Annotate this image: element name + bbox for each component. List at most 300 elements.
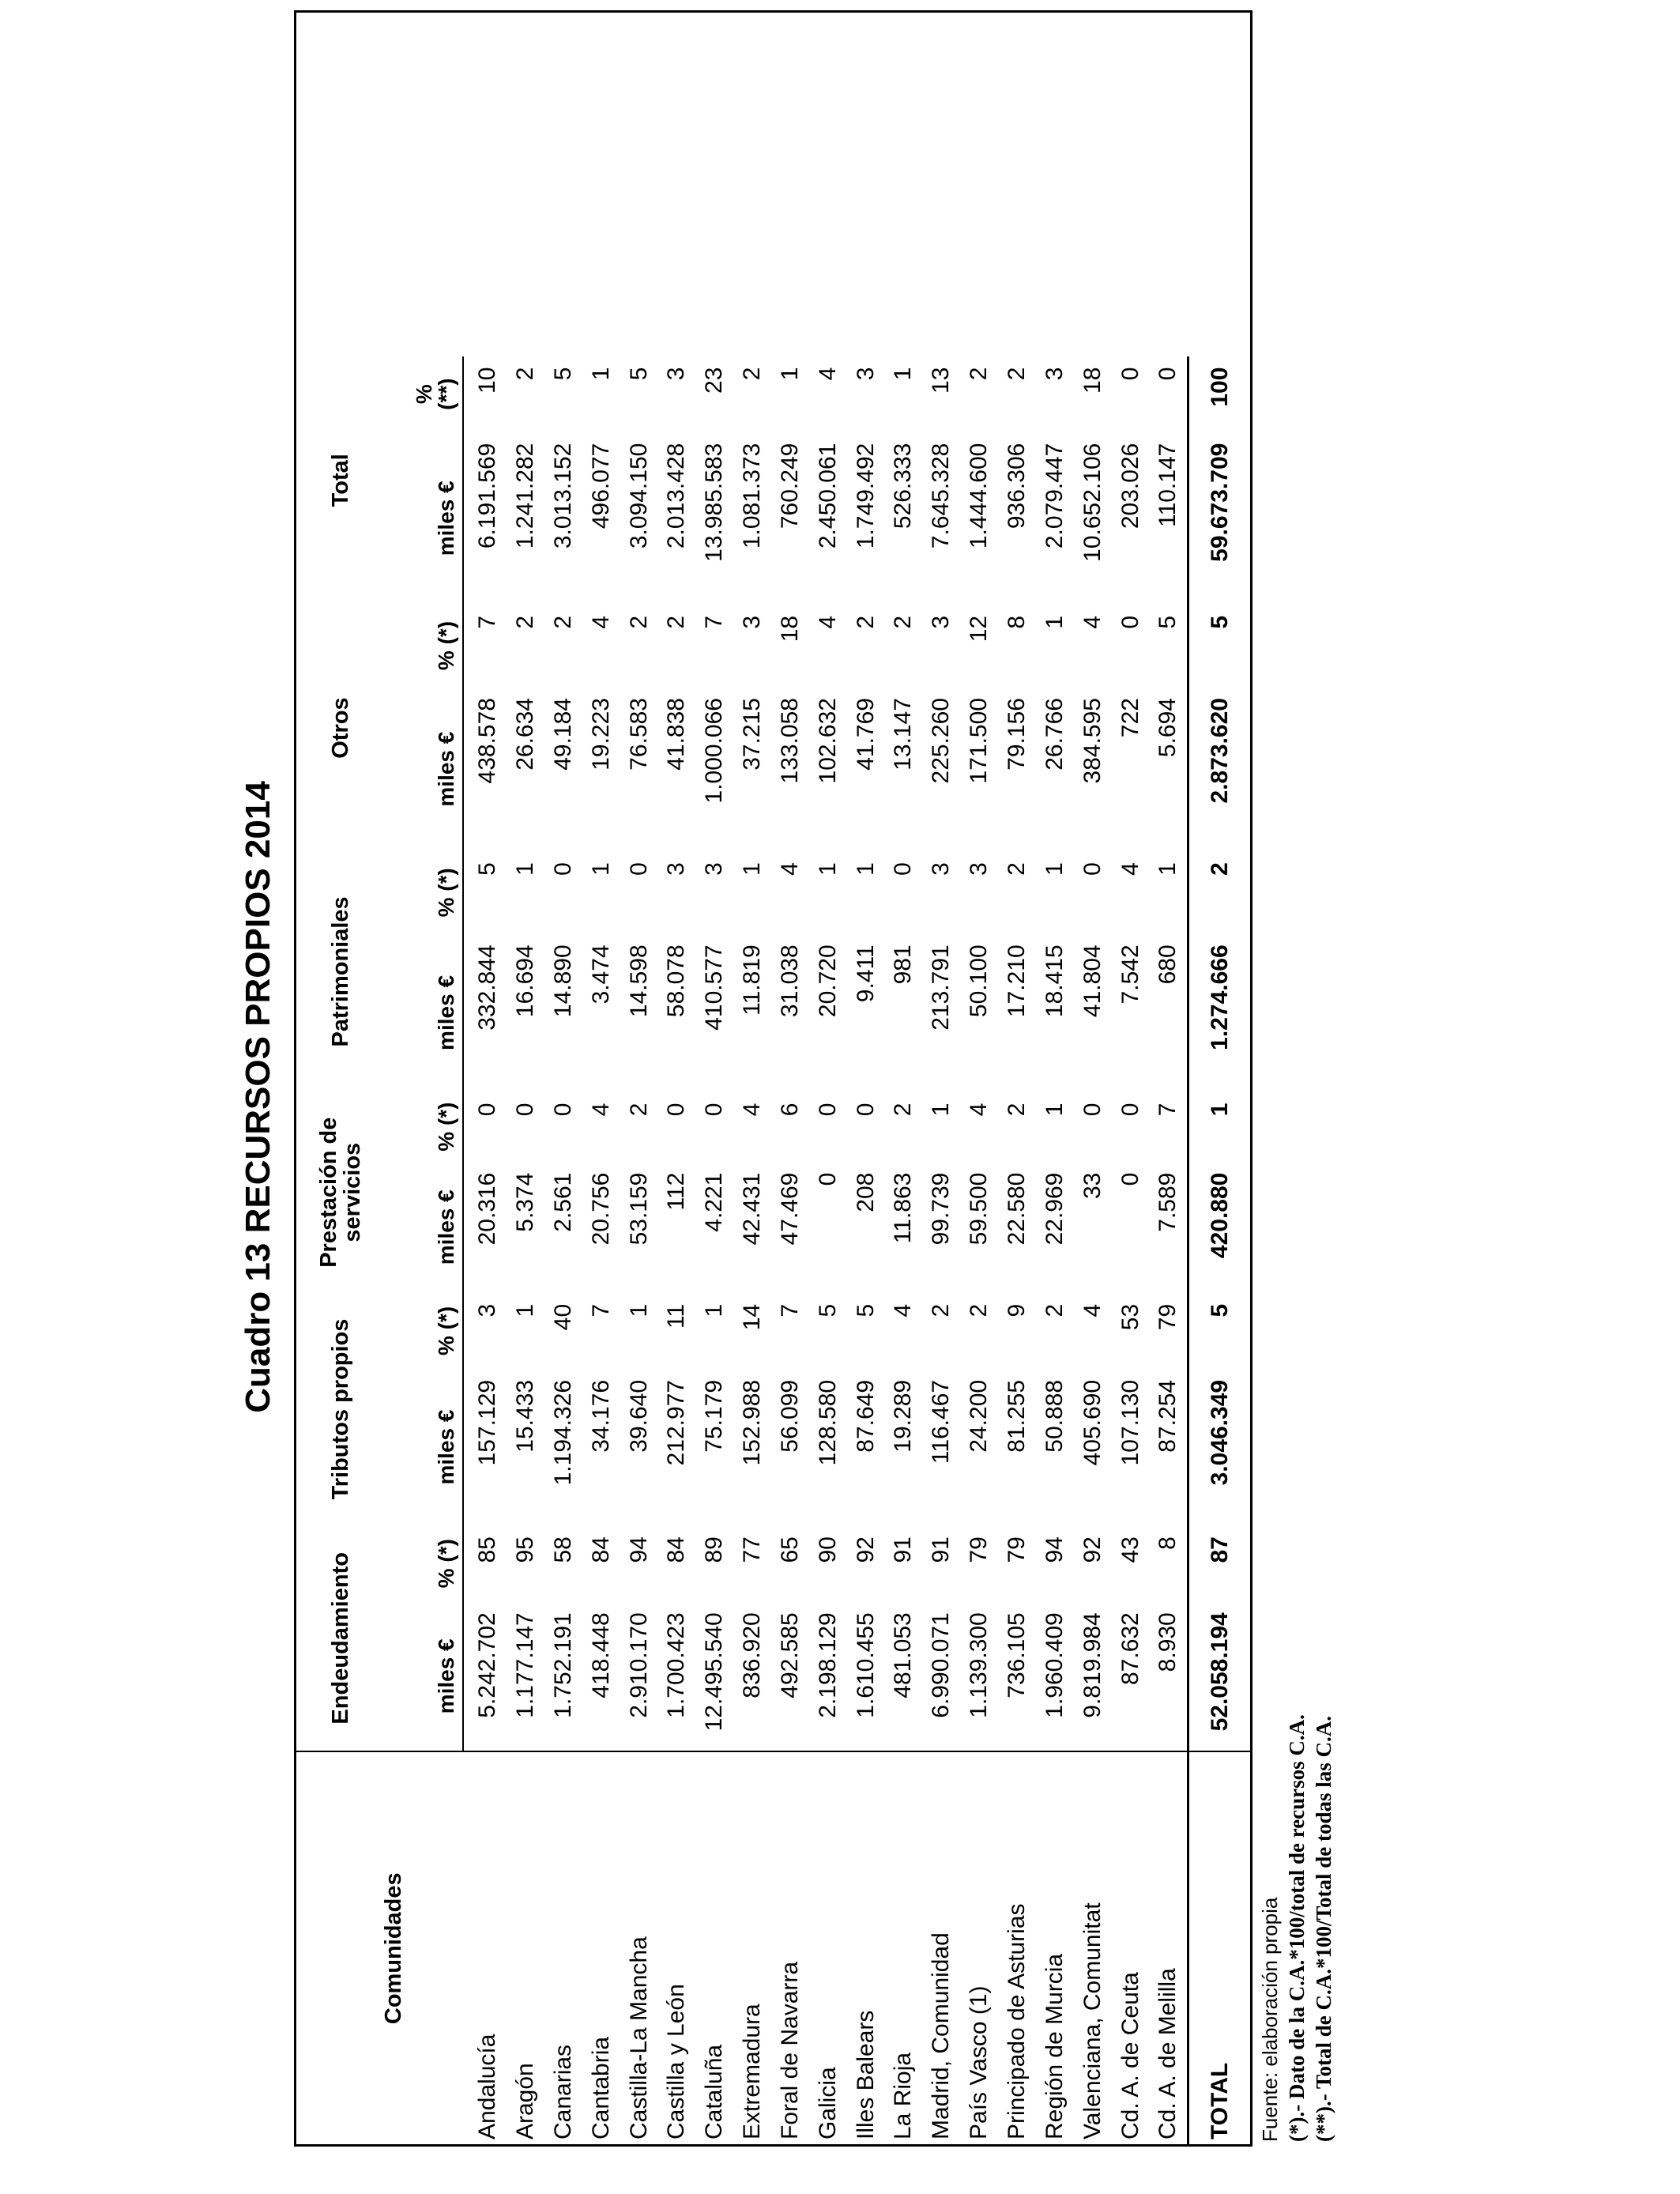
amount-cell: 50.888 xyxy=(1041,1379,1068,1453)
comunidad-name: Cataluña xyxy=(695,1751,733,2144)
pct-header: % (*) xyxy=(385,1525,463,1601)
amount-cell: 526.333 xyxy=(890,443,917,530)
amount-cell: 99.739 xyxy=(928,1172,955,1246)
percent-cell: 1 xyxy=(852,862,879,876)
percent-cell: 0 xyxy=(814,1103,841,1117)
table-row xyxy=(733,13,771,2144)
percent-cell: 8 xyxy=(1155,1536,1181,1550)
percent-cell: 0 xyxy=(701,1103,728,1117)
percent-cell: 4 xyxy=(1079,1303,1106,1318)
amount-cell: 152.988 xyxy=(739,1379,766,1466)
source-note: Fuente: elaboración propia xyxy=(1258,1897,1282,2142)
money-unit-header: miles € xyxy=(385,1369,463,1525)
percent-cell: 11 xyxy=(663,1303,690,1329)
amount-cell: 1.752.191 xyxy=(549,1612,576,1718)
amount-cell: 418.448 xyxy=(587,1612,614,1698)
table-row xyxy=(885,13,923,2144)
percent-cell: 2 xyxy=(1003,862,1030,876)
amount-cell: 1.081.373 xyxy=(739,443,766,549)
percent-cell: 4 xyxy=(587,615,614,629)
amount-cell: 492.585 xyxy=(776,1612,803,1698)
amount-cell: 203.026 xyxy=(1117,443,1143,530)
amount-cell: 2.910.170 xyxy=(625,1612,652,1718)
amount-cell: 2.013.428 xyxy=(663,443,690,549)
amount-cell: 1.274.666 xyxy=(1188,933,1250,1091)
percent-cell: 13 xyxy=(928,367,955,394)
amount-cell: 22.580 xyxy=(1003,1172,1030,1246)
pct-header: % (*) xyxy=(385,605,463,687)
amount-cell: 1.241.282 xyxy=(512,443,538,549)
amount-cell: 14.890 xyxy=(549,944,576,1018)
percent-cell: 0 xyxy=(1079,1103,1106,1117)
percent-cell: 0 xyxy=(1155,367,1181,381)
percent-cell: 4 xyxy=(1117,862,1143,876)
percent-cell: 92 xyxy=(1079,1536,1106,1563)
table-row xyxy=(657,13,695,2144)
percent-cell: 40 xyxy=(549,1303,576,1331)
amount-cell: 11.863 xyxy=(890,1172,917,1244)
amount-cell: 760.249 xyxy=(776,443,803,530)
amount-cell: 53.159 xyxy=(625,1172,652,1246)
amount-cell: 5.694 xyxy=(1155,698,1181,758)
amount-cell: 157.129 xyxy=(474,1379,501,1466)
amount-cell: 59.673.709 xyxy=(1188,432,1250,605)
table-row xyxy=(847,13,885,2144)
amount-cell: 3.046.349 xyxy=(1188,1369,1250,1525)
comunidad-name: Castilla-La Mancha xyxy=(620,1751,658,2144)
percent-cell: 2 xyxy=(890,1103,917,1117)
percent-cell: 0 xyxy=(1079,862,1106,876)
amount-cell: 102.632 xyxy=(814,698,841,784)
amount-cell: 41.804 xyxy=(1079,944,1106,1018)
amount-cell: 24.200 xyxy=(966,1379,993,1453)
amount-cell: 1.139.300 xyxy=(966,1612,993,1718)
amount-cell: 208 xyxy=(852,1172,879,1212)
money-unit-header: miles € xyxy=(385,687,463,851)
percent-cell: 89 xyxy=(701,1536,728,1563)
patrimoniales-header: Patrimoniales xyxy=(328,896,353,1047)
percent-cell: 8 xyxy=(1003,615,1030,629)
table-body xyxy=(463,13,1250,2144)
percent-cell: 2 xyxy=(1041,1303,1068,1318)
amount-cell: 42.431 xyxy=(739,1172,766,1246)
percent-cell: 2 xyxy=(966,367,993,381)
resources-table-frame xyxy=(294,10,1252,2147)
amount-cell: 107.130 xyxy=(1117,1379,1143,1466)
amount-cell: 5.242.702 xyxy=(474,1612,501,1718)
table-row xyxy=(1112,13,1150,2144)
comunidad-name: Galicia xyxy=(809,1751,847,2144)
percent-cell: 2 xyxy=(852,615,879,629)
percent-cell: 2 xyxy=(966,1303,993,1318)
percent-cell: 0 xyxy=(549,1103,576,1117)
percent-cell: 3 xyxy=(928,862,955,876)
percent-cell: 0 xyxy=(1117,367,1143,381)
comunidad-name: Extremadura xyxy=(733,1751,771,2144)
amount-cell: 33 xyxy=(1079,1172,1106,1200)
amount-cell: 17.210 xyxy=(1003,944,1030,1018)
amount-cell: 1.177.147 xyxy=(512,1612,538,1718)
amount-cell: 12.495.540 xyxy=(701,1612,728,1732)
percent-cell: 10 xyxy=(474,367,501,394)
amount-cell: 34.176 xyxy=(587,1379,614,1453)
amount-cell: 0 xyxy=(1117,1172,1143,1186)
table-row xyxy=(998,13,1036,2144)
amount-cell: 1.700.423 xyxy=(663,1612,690,1718)
resources-table xyxy=(296,13,1250,2144)
table-row xyxy=(1036,13,1074,2144)
percent-cell: 1 xyxy=(587,862,614,876)
percent-cell: 2 xyxy=(625,615,652,629)
amount-cell: 7.645.328 xyxy=(928,443,955,549)
percent-cell: 5 xyxy=(474,862,501,876)
amount-cell: 981 xyxy=(890,944,917,985)
amount-cell: 26.766 xyxy=(1041,698,1068,771)
comunidad-name: Región de Murcia xyxy=(1036,1751,1074,2144)
percent-cell: 2 xyxy=(512,615,538,629)
endeudamiento-header: Endeudamiento xyxy=(328,1552,353,1725)
percent-cell: 1 xyxy=(1041,615,1068,629)
table-row xyxy=(507,13,544,2144)
amount-cell: 14.598 xyxy=(625,944,652,1018)
table-row xyxy=(771,13,809,2144)
percent-cell: 14 xyxy=(739,1303,766,1331)
amount-cell: 116.467 xyxy=(928,1379,955,1465)
pct-of-all-label: % (**) xyxy=(412,378,458,410)
amount-cell: 47.469 xyxy=(776,1172,803,1246)
footnote-pct-total: (**).- Total de C.A.*100/Total de todas las C.A. xyxy=(1312,1715,1335,2142)
amount-cell: 41.838 xyxy=(663,698,690,771)
amount-cell: 3.013.152 xyxy=(549,443,576,549)
page-title: Cuadro 13 RECURSOS PROPIOS 2014 xyxy=(239,781,277,1413)
percent-cell: 1 xyxy=(1041,862,1068,876)
percent-cell: 79 xyxy=(1003,1536,1030,1563)
percent-cell: 0 xyxy=(852,1103,879,1117)
percent-cell: 3 xyxy=(663,367,690,381)
amount-cell: 384.595 xyxy=(1079,698,1106,784)
percent-cell: 1 xyxy=(928,1103,955,1117)
percent-cell: 7 xyxy=(587,1303,614,1318)
percent-cell: 5 xyxy=(1188,605,1250,687)
amount-cell: 26.634 xyxy=(512,698,538,771)
comunidad-name: Cd. A. de Melilla xyxy=(1149,1751,1188,2144)
amount-cell: 3.474 xyxy=(587,944,614,1005)
amount-cell: 4.221 xyxy=(701,1172,728,1232)
percent-cell: 7 xyxy=(1155,1103,1181,1117)
percent-cell: 5 xyxy=(1155,615,1181,629)
percent-cell: 5 xyxy=(549,367,576,381)
percent-cell: 2 xyxy=(512,367,538,381)
amount-cell: 1.749.492 xyxy=(852,443,879,549)
pct-header: % (*) xyxy=(385,1293,463,1369)
amount-cell: 936.306 xyxy=(1003,443,1030,530)
percent-cell: 2 xyxy=(1003,1103,1030,1117)
amount-cell: 76.583 xyxy=(625,698,652,771)
amount-cell: 11.819 xyxy=(739,944,766,1016)
amount-cell: 41.769 xyxy=(852,698,879,771)
amount-cell: 15.433 xyxy=(512,1379,538,1453)
amount-cell: 836.920 xyxy=(739,1612,766,1698)
percent-cell: 65 xyxy=(776,1536,803,1563)
amount-cell: 212.977 xyxy=(663,1379,690,1466)
percent-cell: 7 xyxy=(701,615,728,629)
percent-cell: 1 xyxy=(512,862,538,876)
amount-cell: 87.649 xyxy=(852,1379,879,1453)
percent-cell: 5 xyxy=(625,367,652,381)
amount-cell: 52.058.194 xyxy=(1188,1601,1250,1751)
percent-cell: 3 xyxy=(663,862,690,876)
amount-cell: 39.640 xyxy=(625,1379,652,1453)
amount-cell: 87.632 xyxy=(1117,1612,1143,1686)
amount-cell: 420.880 xyxy=(1188,1162,1250,1293)
footnote-pct-ca: (*).- Dato de la C.A.*100/total de recursos C.A. xyxy=(1285,1714,1309,2142)
percent-cell: 7 xyxy=(474,615,501,629)
percent-cell: 3 xyxy=(852,367,879,381)
money-unit-header: miles € xyxy=(385,1162,463,1293)
amount-cell: 10.652.106 xyxy=(1079,443,1106,562)
amount-cell: 75.179 xyxy=(701,1379,728,1453)
comunidad-name: Canarias xyxy=(544,1751,582,2144)
percent-cell: 43 xyxy=(1117,1536,1143,1563)
table-row xyxy=(1149,13,1188,2144)
percent-cell: 79 xyxy=(966,1536,993,1563)
percent-cell: 3 xyxy=(701,862,728,876)
amount-cell: 31.038 xyxy=(776,944,803,1018)
amount-cell: 110.147 xyxy=(1155,443,1181,527)
amount-cell: 2.561 xyxy=(549,1172,576,1232)
comunidad-name: Madrid, Comunidad xyxy=(922,1751,960,2144)
percent-cell: 85 xyxy=(474,1536,501,1563)
amount-cell: 1.444.600 xyxy=(966,443,993,549)
amount-cell: 128.580 xyxy=(814,1379,841,1466)
percent-cell: 77 xyxy=(739,1536,766,1563)
percent-cell: 100 xyxy=(1188,356,1250,432)
amount-cell: 133.058 xyxy=(776,698,803,784)
table-row xyxy=(544,13,582,2144)
percent-cell: 12 xyxy=(966,615,993,643)
percent-cell: 4 xyxy=(814,615,841,629)
percent-cell: 4 xyxy=(966,1103,993,1117)
percent-cell: 3 xyxy=(966,862,993,876)
percent-cell: 0 xyxy=(1117,615,1143,629)
percent-cell: 1 xyxy=(814,862,841,876)
amount-cell: 481.053 xyxy=(890,1612,917,1698)
percent-cell: 2 xyxy=(890,615,917,629)
amount-cell: 1.000.066 xyxy=(701,698,728,804)
percent-cell: 1 xyxy=(512,1303,538,1318)
amount-cell: 58.078 xyxy=(663,944,690,1018)
amount-cell: 171.500 xyxy=(966,698,993,784)
comunidad-name: La Rioja xyxy=(885,1751,923,2144)
percent-cell: 1 xyxy=(1041,1103,1068,1117)
amount-cell: 2.873.620 xyxy=(1188,687,1250,851)
percent-cell: 2 xyxy=(739,367,766,381)
comunidad-name: Castilla y León xyxy=(657,1751,695,2144)
amount-cell: 19.223 xyxy=(587,698,614,771)
comunidad-name: Cd. A. de Ceuta xyxy=(1112,1751,1150,2144)
percent-cell: 3 xyxy=(474,1303,501,1318)
percent-cell: 4 xyxy=(739,1103,766,1117)
percent-cell: 2 xyxy=(928,1303,955,1318)
amount-cell: 79.156 xyxy=(1003,698,1030,771)
pct-header: % (*) xyxy=(385,1092,463,1162)
money-unit-header: miles € xyxy=(385,432,463,605)
amount-cell: 22.969 xyxy=(1041,1172,1068,1246)
amount-cell: 20.720 xyxy=(814,944,841,1018)
percent-cell: 3 xyxy=(739,615,766,629)
percent-cell: 91 xyxy=(928,1536,955,1563)
amount-cell: 49.184 xyxy=(549,698,576,771)
percent-cell: 6 xyxy=(776,1103,803,1117)
amount-cell: 438.578 xyxy=(474,698,501,784)
amount-cell: 1.960.409 xyxy=(1041,1612,1068,1718)
amount-cell: 9.411 xyxy=(852,944,879,1003)
prestacion-header: Prestación de servicios xyxy=(316,1117,365,1268)
percent-cell: 1 xyxy=(739,862,766,876)
amount-cell: 19.289 xyxy=(890,1379,917,1453)
table-row xyxy=(620,13,658,2144)
amount-cell: 2.198.129 xyxy=(814,1612,841,1718)
amount-cell: 1.610.455 xyxy=(852,1612,879,1718)
amount-cell: 20.316 xyxy=(474,1172,501,1246)
percent-cell: 0 xyxy=(890,862,917,876)
percent-cell: 5 xyxy=(814,1303,841,1318)
comunidad-name: Foral de Navarra xyxy=(771,1751,809,2144)
percent-cell: 1 xyxy=(1188,1092,1250,1162)
percent-cell: 90 xyxy=(814,1536,841,1563)
amount-cell: 50.100 xyxy=(966,944,993,1018)
percent-cell: 18 xyxy=(776,615,803,643)
amount-cell: 7.589 xyxy=(1155,1172,1181,1232)
table-row xyxy=(582,13,620,2144)
percent-cell: 0 xyxy=(512,1103,538,1117)
amount-cell: 8.930 xyxy=(1155,1612,1181,1672)
percent-cell: 1 xyxy=(625,1303,652,1318)
percent-cell: 2 xyxy=(663,615,690,629)
comunidad-name: Andalucía xyxy=(463,1751,507,2144)
percent-cell: 5 xyxy=(1188,1293,1250,1369)
amount-cell: 87.254 xyxy=(1155,1379,1181,1453)
amount-cell: 332.844 xyxy=(474,944,501,1031)
percent-cell: 3 xyxy=(1041,367,1068,381)
amount-cell: 2.450.061 xyxy=(814,443,841,549)
comunidad-name: Cantabria xyxy=(582,1751,620,2144)
table-row xyxy=(922,13,960,2144)
amount-cell: 405.690 xyxy=(1079,1379,1106,1466)
amount-cell: 59.500 xyxy=(966,1172,993,1246)
amount-cell: 1.194.326 xyxy=(549,1379,576,1486)
amount-cell: 112 xyxy=(663,1172,690,1211)
comunidad-name: País Vasco (1) xyxy=(960,1751,998,2144)
percent-cell: 4 xyxy=(587,1103,614,1117)
total-row xyxy=(1188,13,1250,2144)
percent-cell: 84 xyxy=(587,1536,614,1563)
amount-cell: 9.819.984 xyxy=(1079,1612,1106,1718)
percent-cell: 1 xyxy=(776,367,803,381)
money-unit-header: miles € xyxy=(385,933,463,1091)
percent-cell: 4 xyxy=(890,1303,917,1318)
percent-cell: 95 xyxy=(512,1536,538,1563)
amount-cell: 37.215 xyxy=(739,698,766,771)
amount-cell: 18.415 xyxy=(1041,944,1068,1018)
table-row xyxy=(809,13,847,2144)
amount-cell: 56.099 xyxy=(776,1379,803,1453)
amount-cell: 680 xyxy=(1155,944,1181,985)
amount-cell: 736.105 xyxy=(1003,1612,1030,1698)
comunidad-name: Aragón xyxy=(507,1751,544,2144)
percent-cell: 7 xyxy=(776,1303,803,1318)
total-header: Total xyxy=(328,454,353,507)
comunidad-name: Valenciana, Comunitat xyxy=(1074,1751,1112,2144)
amount-cell: 13.985.583 xyxy=(701,443,728,562)
percent-cell: 2 xyxy=(1188,851,1250,933)
percent-cell: 1 xyxy=(1155,862,1181,876)
percent-cell: 9 xyxy=(1003,1303,1030,1318)
percent-cell: 0 xyxy=(663,1103,690,1117)
footnotes xyxy=(1256,877,1337,2142)
amount-cell: 722 xyxy=(1117,698,1143,738)
percent-cell: 2 xyxy=(625,1103,652,1117)
percent-cell: 5 xyxy=(852,1303,879,1318)
table-row xyxy=(960,13,998,2144)
percent-cell: 53 xyxy=(1117,1303,1143,1331)
percent-cell: 4 xyxy=(1079,615,1106,629)
amount-cell: 213.791 xyxy=(928,944,955,1031)
percent-cell: 1 xyxy=(701,1303,728,1318)
pct-of-all-header xyxy=(385,356,463,432)
amount-cell: 0 xyxy=(814,1172,841,1186)
amount-cell: 7.542 xyxy=(1117,944,1143,1005)
amount-cell: 410.577 xyxy=(701,944,728,1031)
percent-cell: 1 xyxy=(587,367,614,381)
table-row xyxy=(1074,13,1112,2144)
percent-cell: 4 xyxy=(776,862,803,876)
percent-cell: 94 xyxy=(1041,1536,1068,1563)
table-row xyxy=(463,13,507,2144)
percent-cell: 92 xyxy=(852,1536,879,1563)
percent-cell: 87 xyxy=(1188,1525,1250,1601)
percent-cell: 0 xyxy=(549,862,576,876)
percent-cell: 91 xyxy=(890,1536,917,1563)
amount-cell: 81.255 xyxy=(1003,1379,1030,1453)
percent-cell: 2 xyxy=(1003,367,1030,381)
amount-cell: 13.147 xyxy=(890,698,917,771)
otros-header: Otros xyxy=(328,697,353,759)
percent-cell: 2 xyxy=(549,615,576,629)
amount-cell: 6.191.569 xyxy=(474,443,501,549)
tributos-header: Tributos propios xyxy=(328,1318,353,1500)
percent-cell: 3 xyxy=(928,615,955,629)
percent-cell: 1 xyxy=(890,367,917,381)
pct-header: % (*) xyxy=(385,851,463,933)
comunidad-name: TOTAL xyxy=(1188,1751,1250,2144)
amount-cell: 5.374 xyxy=(512,1172,538,1232)
percent-cell: 0 xyxy=(1117,1103,1143,1117)
money-unit-header: miles € xyxy=(385,1601,463,1751)
percent-cell: 58 xyxy=(549,1536,576,1563)
comunidad-name: Illes Balears xyxy=(847,1751,885,2144)
amount-cell: 16.694 xyxy=(512,944,538,1018)
percent-cell: 23 xyxy=(701,367,728,394)
comunidades-header: Comunidades xyxy=(296,1751,463,2144)
percent-cell: 94 xyxy=(625,1536,652,1563)
percent-cell: 0 xyxy=(625,862,652,876)
percent-cell: 4 xyxy=(814,367,841,381)
percent-cell: 18 xyxy=(1079,367,1106,394)
percent-cell: 79 xyxy=(1155,1303,1181,1331)
amount-cell: 2.079.447 xyxy=(1041,443,1068,549)
group-header-row xyxy=(296,13,385,2144)
